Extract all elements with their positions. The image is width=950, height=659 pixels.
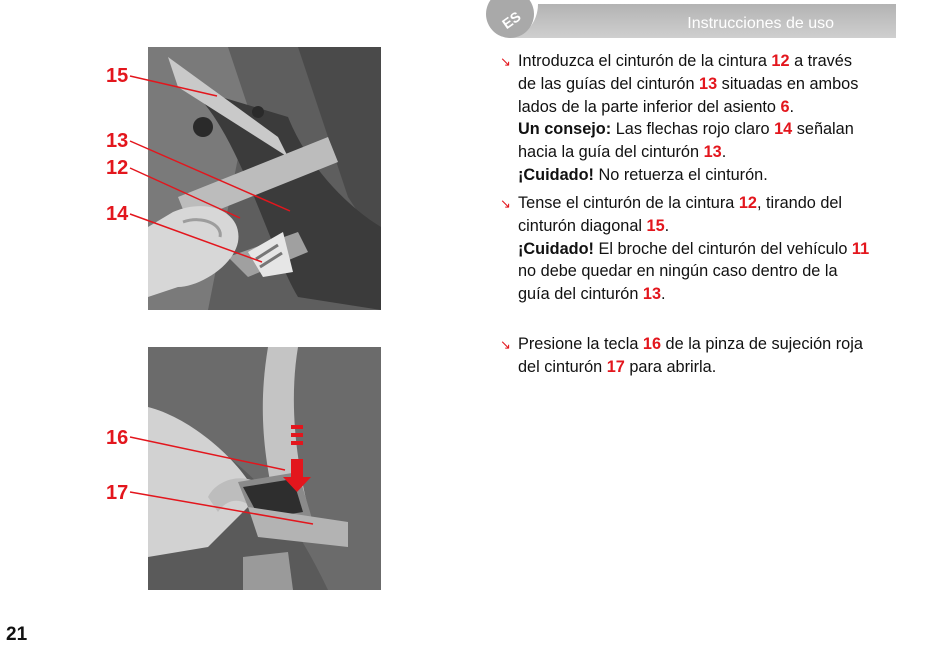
instruction-line: [518, 73, 900, 96]
reference-number: 13: [699, 74, 718, 93]
reference-number: 12: [738, 194, 757, 212]
text-run: Introduzca el cinturón de la cintura: [518, 52, 772, 70]
text-run: .: [661, 285, 666, 304]
emphasis-label: ¡Cuidado!: [518, 239, 594, 258]
instruction-text: [518, 50, 900, 187]
header-bar: [498, 4, 896, 38]
text-run: situadas en ambos: [717, 74, 859, 93]
text-run: a través: [789, 52, 852, 70]
text-run: no debe quedar en ningún caso dentro de la: [518, 262, 838, 281]
language-code: ES: [499, 8, 524, 32]
instruction-text: [518, 333, 900, 379]
arrow-bullet-icon: ↘: [500, 196, 511, 211]
instruction-step-2: [500, 192, 900, 306]
text-run: .: [664, 216, 670, 235]
text-run: Las flechas rojo claro: [611, 120, 775, 139]
instruction-line: [518, 50, 900, 73]
text-run: cinturón diagonal: [518, 216, 647, 235]
callout-16: 16: [106, 427, 129, 449]
instruction-line: [518, 192, 900, 215]
text-run: .: [789, 97, 795, 116]
instruction-line: [518, 215, 900, 238]
instruction-step-3: [500, 333, 900, 379]
instruction-line: [518, 118, 900, 141]
photo-belt-guide: [148, 47, 381, 310]
reference-number: 16: [642, 335, 662, 353]
callout-12: 12: [106, 157, 129, 179]
header-title: Instrucciones de uso: [687, 15, 834, 32]
callout-15: 15: [106, 65, 129, 87]
instruction-line: [518, 260, 900, 283]
emphasis-label: ¡Cuidado!: [518, 165, 594, 184]
instruction-line: [518, 141, 900, 164]
reference-number: 13: [642, 285, 662, 304]
arrow-bullet-icon: ↘: [500, 54, 511, 69]
photo-belt-clip: [148, 347, 381, 590]
reference-number: 13: [703, 143, 722, 162]
text-run: No retuerza el cinturón.: [593, 165, 768, 184]
text-run: , tirando del: [756, 194, 843, 212]
callout-13: 13: [106, 130, 129, 152]
text-run: guía del cinturón: [518, 285, 643, 304]
text-run: del cinturón: [518, 357, 607, 376]
page-number: 21: [6, 624, 28, 645]
instruction-line: [518, 356, 900, 379]
instruction-line: [518, 333, 900, 356]
instruction-line: [518, 164, 900, 187]
instruction-line: [518, 96, 900, 119]
text-run: de la pinza de sujeción roja: [661, 335, 863, 353]
text-run: de las guías del cinturón: [518, 74, 700, 93]
instruction-text: [518, 192, 900, 306]
reference-number: 17: [606, 357, 625, 376]
instruction-line: [518, 238, 900, 261]
reference-number: 6: [780, 97, 790, 116]
text-run: para abrirla.: [624, 357, 717, 376]
text-run: lados de la parte inferior del asiento: [518, 97, 781, 116]
reference-number: 12: [771, 52, 790, 70]
text-run: señalan: [792, 120, 854, 139]
text-run: Tense el cinturón de la cintura: [518, 194, 739, 212]
instruction-line: [518, 283, 900, 306]
reference-number: 14: [774, 120, 793, 139]
instruction-step-1: [500, 50, 900, 187]
text-run: hacia la guía del cinturón: [518, 143, 704, 162]
callout-17: 17: [106, 482, 129, 504]
reference-number: 15: [646, 216, 665, 235]
reference-number: 11: [851, 239, 870, 258]
text-run: Presione la tecla: [518, 335, 643, 353]
text-run: El broche del cinturón del vehículo: [593, 239, 852, 258]
text-run: .: [721, 143, 727, 162]
callout-14: 14: [106, 203, 129, 225]
arrow-bullet-icon: ↘: [500, 337, 511, 352]
emphasis-label: Un consejo:: [518, 120, 612, 139]
